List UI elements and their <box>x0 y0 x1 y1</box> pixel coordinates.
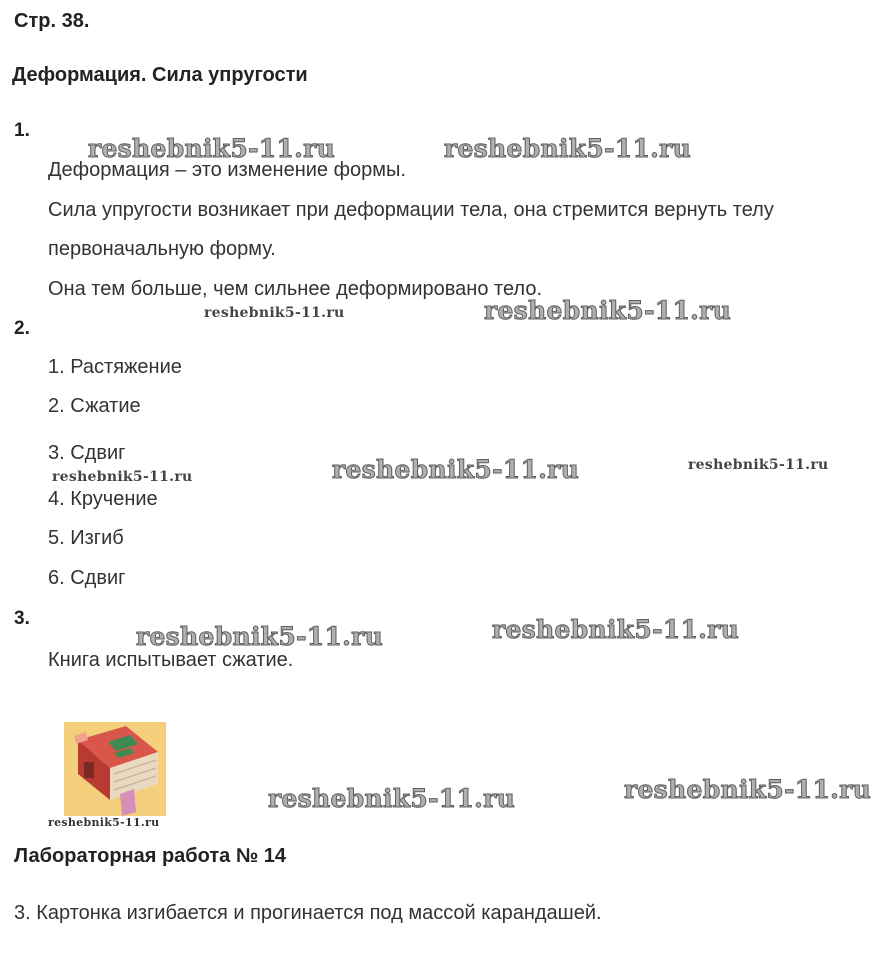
task-1-line-1: Деформация – это изменение формы. <box>48 159 406 181</box>
task-2-item-2: 2. Сжатие <box>48 395 141 417</box>
task-2-item-1: 1. Растяжение <box>48 356 182 378</box>
watermark: reshebnik5-11.ru <box>52 469 193 485</box>
task-2-item-6: 6. Сдвиг <box>48 567 126 589</box>
task-3-text: Книга испытывает сжатие. <box>48 649 294 671</box>
watermark: reshebnik5-11.ru <box>136 622 384 651</box>
section-title: Деформация. Сила упругости <box>12 64 308 86</box>
task-2-item-4: 4. Кручение <box>48 488 158 510</box>
watermark: reshebnik5-11.ru <box>624 775 872 804</box>
task-1-line-3: первоначальную форму. <box>48 238 276 260</box>
task-1-line-4: Она тем больше, чем сильнее деформировано тело. <box>48 278 542 300</box>
task-2-number: 2. <box>14 318 30 339</box>
watermark: reshebnik5-11.ru <box>688 457 829 473</box>
watermark: reshebnik5-11.ru <box>48 816 160 829</box>
watermark: reshebnik5-11.ru <box>492 615 740 644</box>
watermark: reshebnik5-11.ru <box>204 305 345 321</box>
watermark: reshebnik5-11.ru <box>88 134 336 163</box>
lab-title: Лабораторная работа № 14 <box>14 845 286 867</box>
task-2-item-3: 3. Сдвиг <box>48 442 126 464</box>
watermark: reshebnik5-11.ru <box>484 296 732 325</box>
task-3-number: 3. <box>14 608 30 629</box>
lab-text: 3. Картонка изгибается и прогинается под массой карандашей. <box>14 902 602 924</box>
watermark: reshebnik5-11.ru <box>332 455 580 484</box>
task-1-line-2: Сила упругости возникает при деформации тела, она стремится вернуть телу <box>48 199 774 221</box>
task-2-item-5: 5. Изгиб <box>48 527 124 549</box>
book-icon <box>64 722 166 816</box>
task-1-number: 1. <box>14 120 30 141</box>
page-label: Стр. 38. <box>14 10 90 32</box>
watermark: reshebnik5-11.ru <box>268 784 516 813</box>
watermark: reshebnik5-11.ru <box>444 134 692 163</box>
